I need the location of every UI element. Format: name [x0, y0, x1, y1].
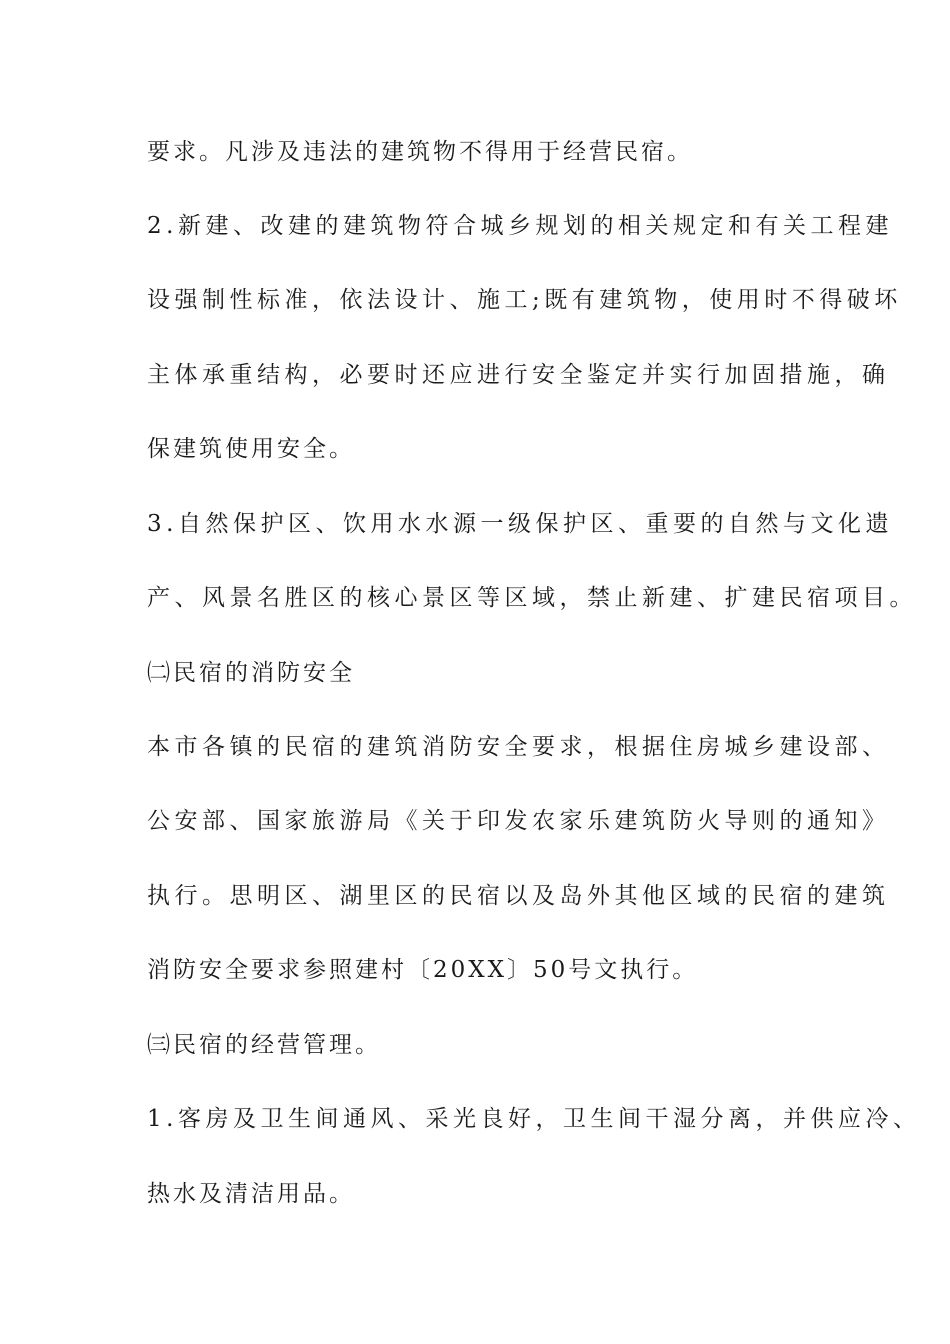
paragraph-line: 要求。凡涉及违法的建筑物不得用于经营民宿。: [147, 139, 693, 165]
paragraph-line: 消防安全要求参照建村〔20XX〕50号文执行。: [147, 957, 699, 983]
paragraph-line: 热水及清洁用品。: [147, 1181, 355, 1207]
paragraph-line: 执行。思明区、湖里区的民宿以及岛外其他区域的民宿的建筑: [147, 883, 890, 909]
paragraph-line: 3.自然保护区、饮用水水源一级保护区、重要的自然与文化遗: [147, 511, 893, 537]
section-heading: ㈡民宿的消防安全: [147, 660, 355, 686]
paragraph-line: 2.新建、改建的建筑物符合城乡规划的相关规定和有关工程建: [147, 213, 893, 239]
paragraph-line: 本市各镇的民宿的建筑消防安全要求，根据住房城乡建设部、: [147, 734, 890, 760]
paragraph-line: 产、风景名胜区的核心景区等区域，禁止新建、扩建民宿项目。: [147, 585, 917, 611]
paragraph-line: 保建筑使用安全。: [147, 436, 355, 462]
paragraph-line: 1.客房及卫生间通风、采光良好，卫生间干湿分离，并供应冷、: [147, 1106, 921, 1132]
paragraph-line: 公安部、国家旅游局《关于印发农家乐建筑防火导则的通知》: [147, 808, 890, 834]
paragraph-line: 主体承重结构，必要时还应进行安全鉴定并实行加固措施，确: [147, 362, 890, 388]
section-heading: ㈢民宿的经营管理。: [147, 1032, 381, 1058]
paragraph-line: 设强制性标准，依法设计、施工;既有建筑物，使用时不得破坏: [147, 287, 902, 313]
